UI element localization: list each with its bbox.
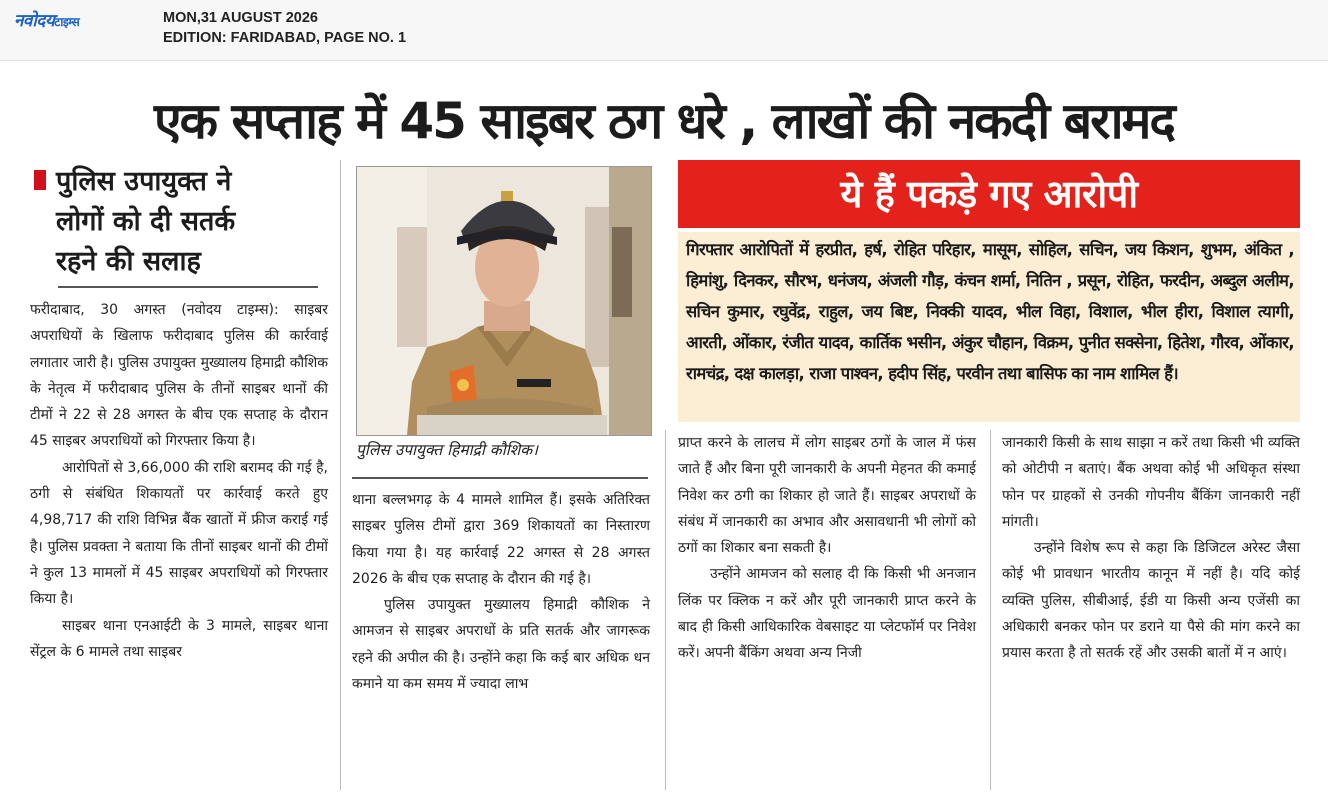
- paragraph: उन्होंने विशेष रूप से कहा कि डिजिटल अरेस्ट जैसा कोई भी प्रावधान भारतीय कानून में नहीं है। यदि कोई व्यक्ति पुलिस, सीबीआई, ईडी या किसी अन्य एजेंसी का अधिकारी बनकर फोन पर डराने या पैसे की मांग करने का प्रयास करता है तो सतर्क रहें और उसकी बातों में न आएं।: [1002, 540, 1300, 662]
- accused-names-text: गिरफ्तार आरोपितों में हरप्रीत, हर्ष, रोहित परिहार, मासूम, सोहिल, सचिन, जय किशन, शुभम, अंकित , हिमांशु, दिनकर, सौरभ, धनंजय, अंजली गौड़, कंचन शर्मा, नितिन , प्रसून, रोहित, फरदीन, अब्दुल अलीम, सचिन कुमार, रघुवेंद्र, राहुल, जय बिष्ट, निक्की यादव, भील विहा, विशाल, भील हीरा, विशाल त्यागी, आरती, ओंकार, रंजीत यादव, कार्तिक भसीन, अंकुर चौहान, विक्रम, पुनीत सक्सेना, हितेश, गौरव, ओंकार, रामचंद्र, दक्ष कालड़ा, राजा पाश्वन, हदीप सिंह, परवीन तथा बासिफ का नाम शामिल हैं।: [686, 240, 1294, 383]
- subhead-line-3: रहने की सलाह: [56, 246, 201, 277]
- photo-caption: पुलिस उपायुक्त हिमाद्री कौशिक।: [356, 441, 539, 459]
- article-column-1: [30, 297, 328, 665]
- article-column-3: [678, 430, 976, 667]
- officer-photo[interactable]: [356, 166, 652, 436]
- edition-date: MON,31 AUGUST 2026: [163, 10, 318, 26]
- subhead-divider: [58, 286, 318, 288]
- paragraph: उन्होंने आमजन को सलाह दी कि किसी भी अनजान लिंक पर क्लिक न करें और पूरी जानकारी प्राप्त करने के बाद ही किसी आधिकारिक वेबसाइट या प्लेटफॉर्म पर निवेश करें। अपनी बैंकिंग अथवा अन्य निजी: [678, 566, 976, 662]
- red-bullet-icon: [34, 170, 46, 190]
- main-headline: एक सप्ताह में 45 साइबर ठग धरे , लाखों की नकदी बरामद: [153, 92, 1174, 150]
- column-divider: [990, 430, 991, 790]
- accused-heading-banner: ये हैं पकड़े गए आरोपी: [678, 160, 1300, 228]
- paragraph: फरीदाबाद, 30 अगस्त (नवोदय टाइम्स): साइबर अपराधियों के खिलाफ फरीदाबाद पुलिस की कार्रवाई लगातार जारी है। पुलिस उपायुक्त मुख्यालय हिमाद्री कौशिक के नेतृत्व में फरीदाबाद पुलिस के तीनों साइबर थानों की टीमों ने 22 से 28 अगस्त के बीच एक सप्ताह के दौरान 45 साइबर अपराधियों को गिरफ्तार किया है।: [30, 302, 328, 450]
- subhead-line-2: लोगों को दी सतर्क: [56, 206, 236, 237]
- newspaper-logo[interactable]: [14, 8, 79, 31]
- edition-name: EDITION: FARIDABAD, PAGE NO. 1: [163, 30, 407, 46]
- column-divider: [665, 430, 666, 790]
- paragraph: जानकारी किसी के साथ साझा न करें तथा किसी भी व्यक्ति को ओटीपी न बताएं। बैंक अथवा कोई भी अधिकृत संस्था फोन पर ग्राहकों से उनकी गोपनीय बैंकिंग जानकारी नहीं मांगती।: [1002, 435, 1300, 530]
- article-column-2: [352, 487, 650, 697]
- edition-info: [163, 8, 406, 48]
- subheadline: [34, 162, 324, 282]
- paragraph: थाना बल्लभगढ़ के 4 मामले शामिल हैं। इसके अतिरिक्त साइबर पुलिस टीमों द्वारा 369 शिकायतों का निस्तारण किया गया है। यह कार्रवाई 22 अगस्त से 28 अगस्त 2026 के बीच एक सप्ताह के दौरान की गई है।: [352, 492, 650, 587]
- officer-photo-image: [357, 167, 651, 435]
- subhead-line-1: पुलिस उपायुक्त ने: [34, 162, 324, 202]
- paragraph: प्राप्त करने के लालच में लोग साइबर ठगों के जाल में फंस जाते हैं और बिना पूरी जानकारी के अपनी मेहनत की कमाई निवेश कर ठगी का शिकार हो जाते हैं। साइबर अपराधों के संबंध में जानकारी का अभाव और असावधानी भी लोगों को ठगों का शिकार बना सकती है।: [678, 435, 976, 557]
- logo-subtext: टाइम्स: [54, 15, 80, 29]
- logo-text: नवोदय: [14, 11, 55, 31]
- paragraph: पुलिस उपायुक्त मुख्यालय हिमाद्री कौशिक ने आमजन से साइबर अपराधों के प्रति सतर्क और जागरूक रहने की अपील की है। उन्होंने कहा कि कई बार अधिक धन कमाने या कम समय में ज्यादा लाभ: [352, 597, 650, 693]
- caption-divider: [352, 477, 648, 479]
- paragraph: आरोपितों से 3,66,000 की राशि बरामद की गई है, ठगी से संबंधित शिकायतों पर कार्रवाई करते हुए 4,98,717 की राशि विभिन्न बैंक खातों में फ्रीज कराई गई है। पुलिस प्रवक्ता ने बताया कि तीनों साइबर थानों की टीमों ने कुल 13 मामलों में 45 साइबर अपराधियों को गिरफ्तार किया है।: [30, 459, 328, 608]
- article-column-4: [1002, 430, 1300, 667]
- column-divider: [340, 160, 341, 790]
- accused-names-box: [678, 232, 1300, 422]
- paragraph: साइबर थाना एनआईटी के 3 मामले, साइबर थाना सेंट्रल के 6 मामले तथा साइबर: [30, 617, 328, 660]
- masthead-bar: [0, 0, 1328, 61]
